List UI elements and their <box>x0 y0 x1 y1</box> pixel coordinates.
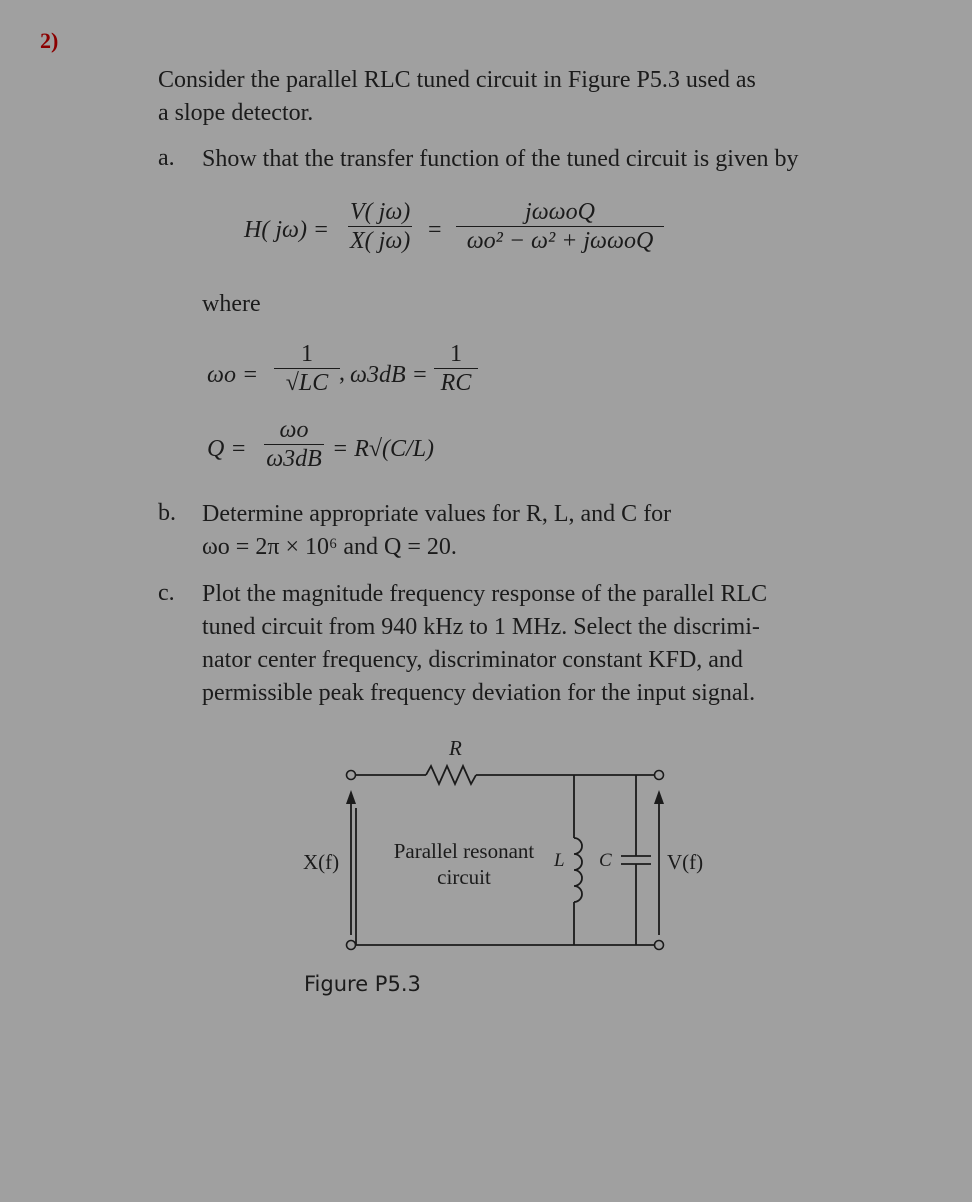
eq-w3db-numerator: 1 <box>450 341 462 367</box>
part-b-line-2: ωo = 2π × 10⁶ and Q = 20. <box>202 534 457 560</box>
figure-caption: Figure P5.3 <box>304 972 421 996</box>
part-c-line-1: Plot the magnitude frequency response of the parallel RLC <box>202 581 768 607</box>
eq-equals: = <box>428 217 442 243</box>
eq-H-numerator: V( jω) <box>350 199 411 225</box>
eq-w3db-denominator: RC <box>440 370 472 397</box>
part-c-line-3: nator center frequency, discriminator constant KFD, and <box>202 647 743 673</box>
box-label-line-2: circuit <box>437 865 491 889</box>
eq-wo-denominator: √LC <box>285 370 329 397</box>
eq-H-lhs: H( jω) = <box>244 217 330 243</box>
part-b-label: b. <box>158 500 176 526</box>
problem-number: 2) <box>40 28 59 53</box>
eq-H-denominator: X( jω) <box>350 228 411 255</box>
part-a-text: Show that the transfer function of the tuned circuit is given by <box>202 146 799 172</box>
output-arrow-head <box>654 790 664 804</box>
eq-w3db-lhs: ω3dB = <box>350 362 428 388</box>
inductor-symbol <box>574 838 582 902</box>
eq-Q-lhs: Q = <box>207 436 247 462</box>
label-V: V(f) <box>667 850 704 874</box>
eq-rhs-denominator: ωo² − ω² + jωωoQ <box>466 228 654 255</box>
label-X: X(f) <box>303 850 340 874</box>
comma: , <box>339 360 345 386</box>
label-L: L <box>554 850 565 871</box>
eq-rhs-numerator: jωωoQ <box>525 199 595 225</box>
part-c-label: c. <box>158 580 175 606</box>
intro-line-2: a slope detector. <box>158 100 314 126</box>
part-b-line-1: Determine appropriate values for R, L, and C for <box>202 501 672 527</box>
eq-wo-numerator: 1 <box>301 341 313 367</box>
label-C: C <box>599 850 612 871</box>
part-c-line-4: permissible peak frequency deviation for the input signal. <box>202 680 756 706</box>
eq-Q-numerator: ωo <box>279 417 309 443</box>
eq-Q-rhs: = R√(C/L) <box>332 436 435 462</box>
part-a-label: a. <box>158 145 175 171</box>
eq-Q-denominator: ω3dB <box>266 446 322 473</box>
eq-wo-lhs: ωo = <box>207 362 259 388</box>
where-text: where <box>202 291 261 317</box>
intro-line-1: Consider the parallel RLC tuned circuit in Figure P5.3 used as <box>158 67 756 93</box>
box-label-line-1: Parallel resonant <box>393 839 535 863</box>
input-arrow-head <box>346 790 356 804</box>
output-terminal-bottom <box>655 941 664 950</box>
part-c-line-2: tuned circuit from 940 kHz to 1 MHz. Select the discrimi- <box>202 614 760 640</box>
input-terminal-top <box>347 771 356 780</box>
input-terminal-bottom <box>347 941 356 950</box>
output-terminal-top <box>655 771 664 780</box>
label-R: R <box>449 736 462 760</box>
resistor-symbol <box>426 766 476 784</box>
